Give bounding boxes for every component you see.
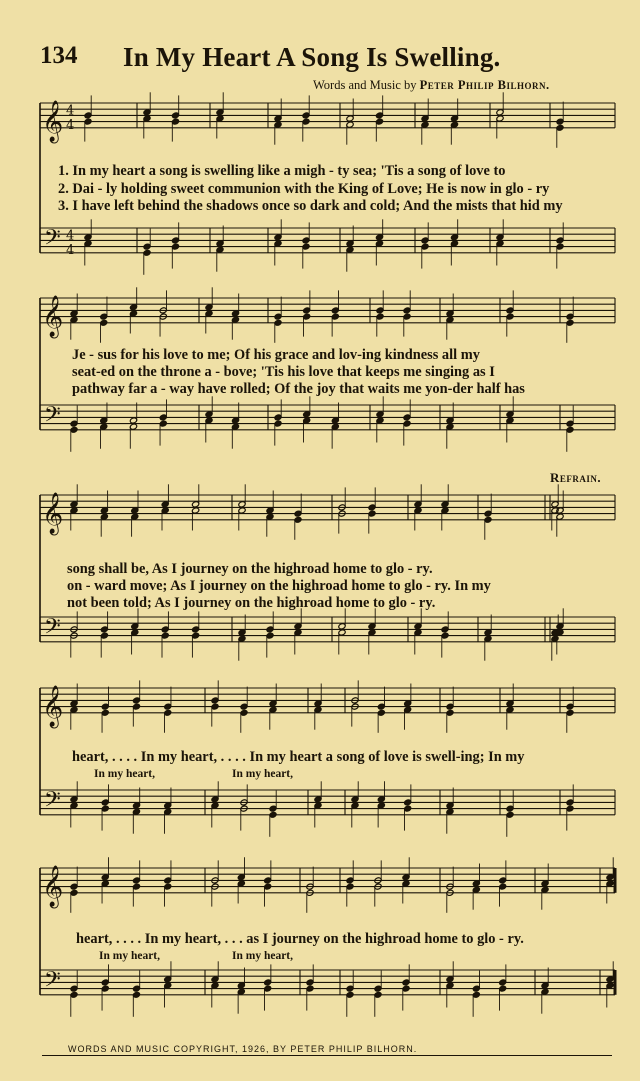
bass-clef-icon: 𝄢 [44, 787, 61, 818]
note-heads [70, 92, 614, 1017]
lyric-line: 3. I have left behind the shadows once so dark and cold; And the mists that hid my [58, 198, 563, 214]
bass-clef-icon: 𝄢 [44, 614, 61, 645]
time-signature: 4 [66, 242, 75, 258]
lyric-line: heart, . . . . In my heart, . . . . In my heart a song of love is swell-ing; In my [72, 749, 525, 765]
bottom-rule [42, 1055, 612, 1056]
hymn-title: In My Heart A Song Is Swelling. [123, 42, 501, 72]
bass-clef-icon: 𝄢 [44, 225, 61, 256]
lyric-line: song shall be, As I journey on the highroad home to glo - ry. [67, 561, 433, 577]
lyric-line: Je - sus for his love to me; Of his grace and lov-ing kindness all my [72, 347, 480, 363]
staff-lines [40, 103, 615, 995]
time-signature: 4 [66, 117, 75, 133]
cue-text: In my heart, [99, 950, 161, 962]
treble-clef-icon: 𝄞 [42, 295, 64, 337]
lyric-line: not been told; As I journey on the highroad home to glo - ry. [67, 595, 436, 611]
lyric-line: 1. In my heart a song is swelling like a migh - ty sea; 'Tis a song of love to [58, 163, 506, 179]
lyric-line: pathway far a - way have rolled; Of the joy that waits me yon-der half has [72, 381, 525, 397]
bass-clef-icon: 𝄢 [44, 402, 61, 433]
lyric-line: 2. Dai - ly holding sweet communion with the King of Love; He is now in glo - ry [58, 181, 550, 197]
bass-clef-icon: 𝄢 [44, 967, 61, 998]
credit-author: Peter Philip Bilhorn. [419, 78, 550, 92]
lyric-line: on - ward move; As I journey on the highroad home to glo - ry. In my [67, 578, 491, 594]
hymn-number: 134 [40, 42, 78, 69]
cue-text: In my heart, [232, 768, 294, 780]
lyric-line: heart, . . . . In my heart, . . . as I journey on the highroad home to glo - ry. [76, 931, 524, 947]
copyright-notice: WORDS AND MUSIC COPYRIGHT, 1926, BY PETER PHILIP BILHORN. [68, 1044, 418, 1054]
credit-prefix: Words and Music by [313, 78, 417, 92]
time-signature: 4 [66, 103, 75, 119]
time-signature: 4 [66, 228, 75, 244]
lyric-line: seat-ed on the throne a - bove; 'Tis his love that keeps me singing as I [72, 364, 495, 380]
treble-clef-icon: 𝄞 [42, 100, 64, 142]
cue-text: In my heart, [94, 768, 156, 780]
treble-clef-icon: 𝄞 [42, 865, 64, 907]
treble-clef-icon: 𝄞 [42, 492, 64, 534]
refrain-label: Refrain. [550, 470, 602, 485]
clef-and-time-signs [42, 100, 74, 998]
treble-clef-icon: 𝄞 [42, 685, 64, 727]
cue-text: In my heart, [232, 950, 294, 962]
